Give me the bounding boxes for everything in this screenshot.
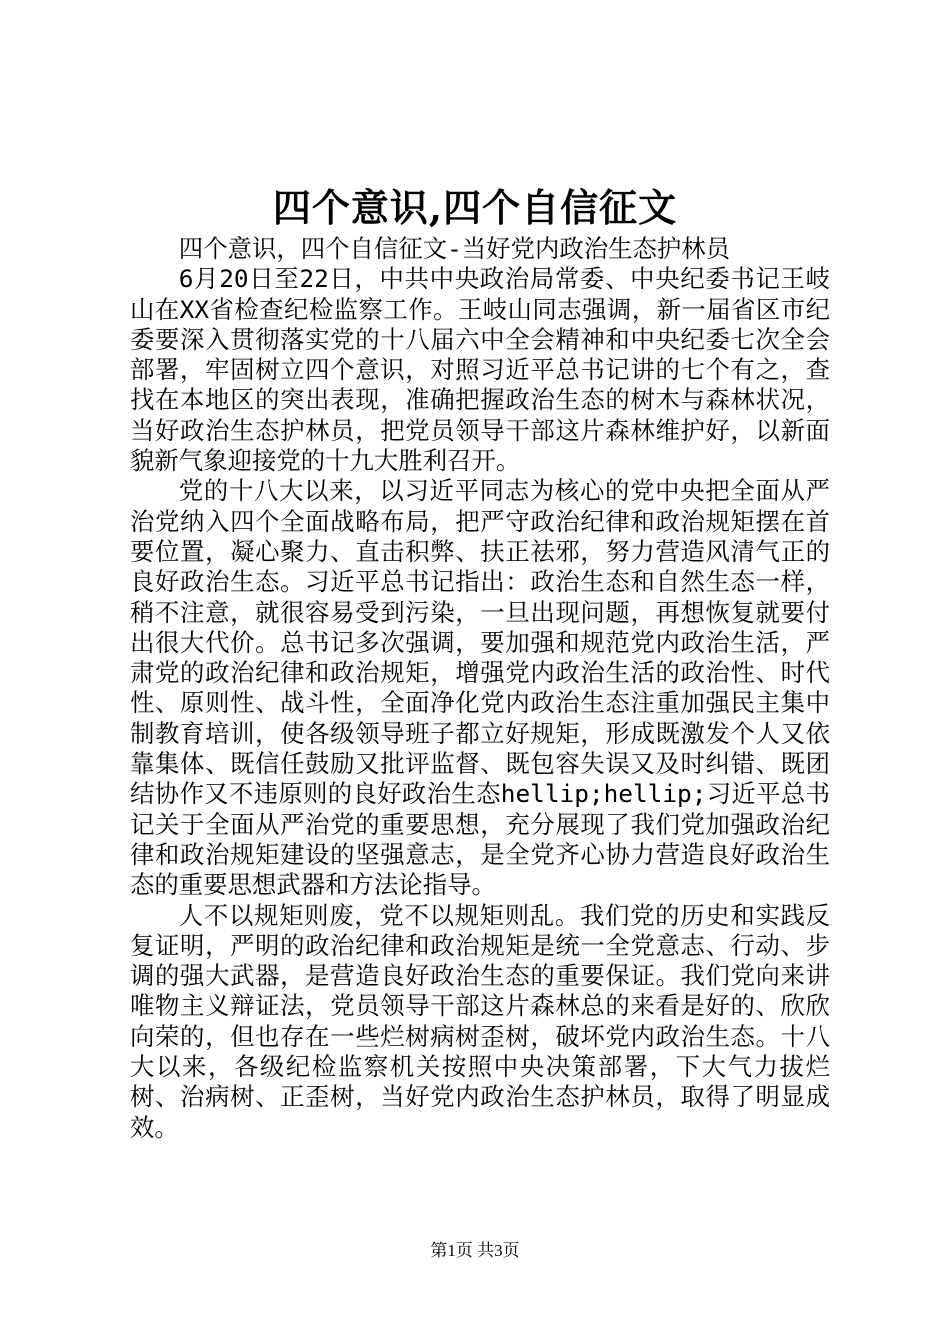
paragraph-1: 6月20日至22日，中共中央政治局常委、中央纪委书记王岐山在XX省检查纪检监察工作。王岐山同志强调，新一届省区市纪委要深入贯彻落实党的十八届六中全会精神和中央纪委七次全会部署，牢固树立四个意识，对照习近平总书记讲的七个有之，查找在本地区的突出表现，准确把握政治生态的树木与森林状况，当好政治生态护林员，把党员领导干部这片森林维护好，以新面貌新气象迎接党的十九大胜利召开。 — [130, 264, 830, 476]
document-body — [130, 234, 830, 1143]
paragraph-subtitle: 四个意识，四个自信征文-当好党内政治生态护林员 — [178, 234, 731, 263]
page-number-footer: 第1页 共3页 — [430, 1241, 520, 1260]
paragraph-3: 人不以规矩则废，党不以规矩则乱。我们党的历史和实践反复证明，严明的政治纪律和政治规矩是统一全党意志、行动、步调的强大武器，是营造良好政治生态的重要保证。我们党向来讲唯物主义辩证法，党员领导干部这片森林总的来看是好的、欣欣向荣的，但也存在一些烂树病树歪树，破坏党内政治生态。十八大以来，各级纪检监察机关按照中央决策部署，下大气力拔烂树、治病树、正歪树，当好党内政治生态护林员，取得了明显成效。 — [130, 900, 830, 1142]
paragraph-2: 党的十八大以来，以习近平同志为核心的党中央把全面从严治党纳入四个全面战略布局，把严守政治纪律和政治规矩摆在首要位置，凝心聚力、直击积弊、扶正祛邪，努力营造风清气正的良好政治生态。习近平总书记指出：政治生态和自然生态一样，稍不注意，就很容易受到污染，一旦出现问题，再想恢复就要付出很大代价。总书记多次强调，要加强和规范党内政治生活，严肃党的政治纪律和政治规矩，增强党内政治生活的政治性、时代性、原则性、战斗性，全面净化党内政治生态注重加强民主集中制教育培训，使各级领导班子都立好规矩，形成既激发个人又依靠集体、既信任鼓励又批评监督、既包容失误又及时纠错、既团结协作又不违原则的良好政治生态hellip;hellip;习近平总书记关于全面从严治党的重要思想，充分展现了我们党加强政治纪律和政治规矩建设的坚强意志，是全党齐心协力营造良好政治生态的重要思想武器和方法论指导。 — [130, 476, 830, 900]
document-title: 四个意识,四个自信征文 — [272, 185, 678, 230]
